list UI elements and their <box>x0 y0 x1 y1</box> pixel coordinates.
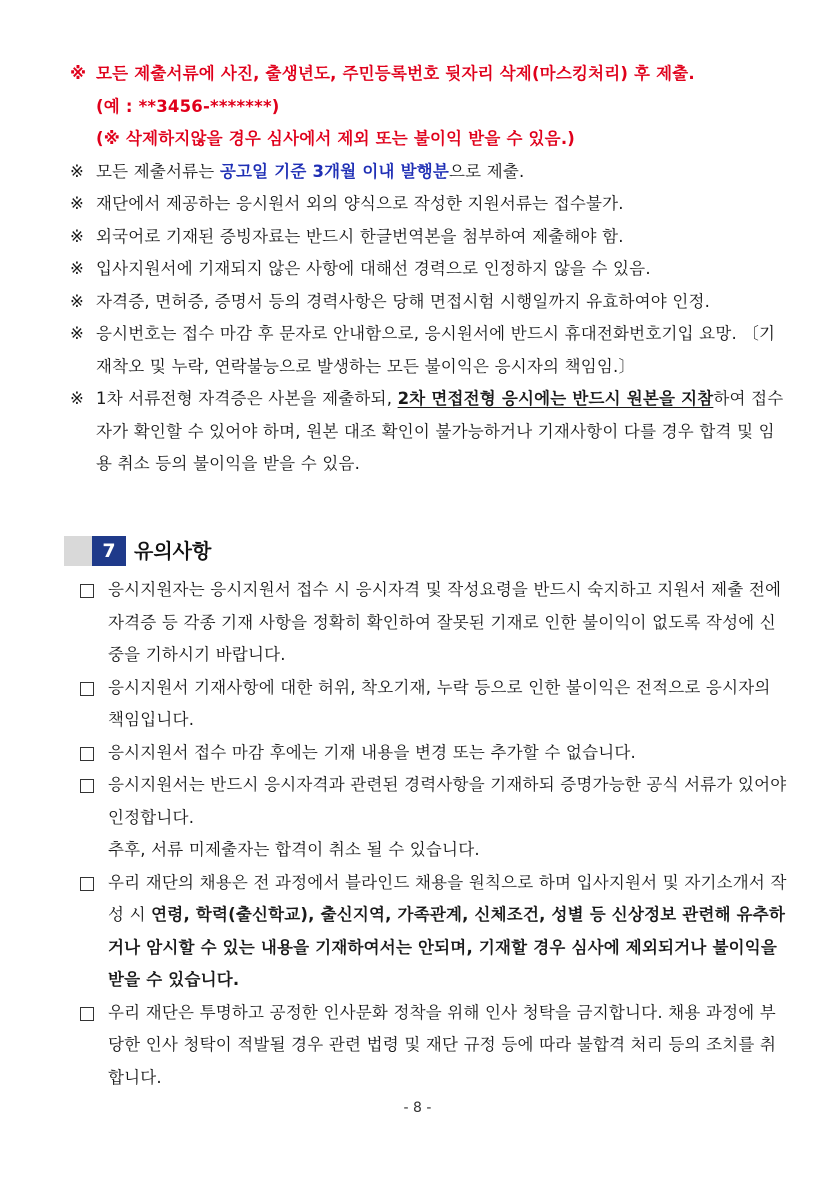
caution-text: 우리 재단은 투명하고 공정한 인사문화 정착을 위해 인사 청탁을 금지합니다. 채용 과정에 부당한 인사 청탁이 적발될 경우 관련 법령 및 재단 규정 등에 따라 불합격 처리 등의 조치를 취합니다. <box>108 1002 777 1087</box>
note-highlight: 공고일 기준 3개월 이내 발행분 <box>219 161 450 181</box>
note-text: 1차 서류전형 자격증은 사본을 제출하되, <box>96 389 398 408</box>
note-validity <box>70 286 790 319</box>
note-text: 모든 제출서류는 <box>96 161 220 181</box>
caution-text: 우리 재단의 채용은 전 과정에서 블라인드 채용을 원칙으로 하며 입사지원서 및 자기소개서 작성 시 <box>108 872 787 924</box>
note-translation <box>70 221 790 254</box>
reference-mark: ※ <box>70 161 85 181</box>
section-title: 유의사항 <box>134 539 212 563</box>
section-number: 7 <box>92 536 126 566</box>
note-text: 재단에서 제공하는 응시원서 외의 양식으로 작성한 지원서류는 접수불가. <box>96 194 624 213</box>
checkbox-bullet-icon <box>80 877 94 891</box>
note-text: 외국어로 기재된 증빙자료는 반드시 한글번역본을 첨부하여 제출해야 함. <box>96 226 624 246</box>
caution-item-read <box>78 574 788 672</box>
note-highlight: 2차 면접전형 응시에는 반드시 원본을 지참 <box>397 389 714 408</box>
checkbox-bullet-icon <box>80 682 94 696</box>
note-masking <box>70 58 790 156</box>
caution-item-blind <box>78 867 788 997</box>
caution-extra-text: 추후, 서류 미제출자는 합격이 취소 될 수 있습니다. <box>108 840 480 859</box>
note-text: 자격증, 면허증, 증명서 등의 경력사항은 당해 면접시험 시행일까지 유효하여야 인정. <box>96 291 711 311</box>
reference-mark: ※ <box>70 259 85 278</box>
caution-text: 응시지원서는 반드시 응시자격과 관련된 경력사항을 기재하되 증명가능한 공식 서류가 있어야 인정합니다. <box>108 775 787 827</box>
reference-mark: ※ <box>70 324 85 343</box>
checkbox-bullet-icon <box>80 584 94 598</box>
caution-item-proof <box>78 769 788 867</box>
caution-text: 응시지원서 기재사항에 대한 허위, 착오기재, 누락 등으로 인한 불이익은 전적으로 응시자의 책임입니다. <box>108 677 771 729</box>
caution-item-false <box>78 672 788 737</box>
checkbox-bullet-icon <box>80 779 94 793</box>
note-text: 으로 제출. <box>449 161 525 181</box>
note-original <box>70 383 790 481</box>
notes-block <box>70 58 790 481</box>
reference-mark: ※ <box>70 194 85 213</box>
reference-mark: ※ <box>70 226 85 246</box>
note-masking-line-3: (※ 삭제하지않을 경우 심사에서 제외 또는 불이익 받을 수 있음.) <box>96 129 576 148</box>
reference-mark: ※ <box>70 291 85 311</box>
reference-mark: ※ <box>70 64 87 83</box>
note-masking-line-1: 모든 제출서류에 사진, 출생년도, 주민등록번호 뒷자리 삭제(마스킹처리) 후 제출. <box>96 64 695 83</box>
note-issue-date <box>70 156 790 189</box>
section-heading <box>64 536 784 566</box>
note-masking-line-2: (예 : **3456-*******) <box>96 96 280 116</box>
reference-mark: ※ <box>70 389 85 408</box>
note-career <box>70 253 790 286</box>
checkbox-bullet-icon <box>80 747 94 761</box>
caution-bold-text: 연령, 학력(출신학교), 출신지역, 가족관계, 신체조건, 성별 등 신상정보 관련해 유추하거나 암시할 수 있는 내용을 기재하여서는 안되며, 기재할 경우 심사에 제외되거나 불이익을 받을 수 있습니다. <box>108 905 786 989</box>
caution-item-solicit <box>78 997 788 1095</box>
page-number: - 8 - <box>403 1100 432 1116</box>
section-heading-bar <box>64 536 92 566</box>
checkbox-bullet-icon <box>80 1007 94 1021</box>
caution-item-change <box>78 737 788 770</box>
note-form <box>70 188 790 221</box>
note-text: 응시번호는 접수 마감 후 문자로 안내함으로, 응시원서에 반드시 휴대전화번호기입 요망. 〔기재착오 및 누락, 연락불능으로 발생하는 모든 불이익은 응시자의 책임임.〕 <box>96 324 776 376</box>
note-text: 입사지원서에 기재되지 않은 사항에 대해선 경력으로 인정하지 않을 수 있음. <box>96 259 651 278</box>
note-text: 하여 접수자가 확인할 수 있어야 하며, 원본 대조 확인이 불가능하거나 기재사항이 다를 경우 합격 및 임용 취소 등의 불이익을 받을 수 있음. <box>96 389 784 473</box>
note-number <box>70 318 790 383</box>
caution-text: 응시지원자는 응시지원서 접수 시 응시자격 및 작성요령을 반드시 숙지하고 지원서 제출 전에 자격증 등 각종 기재 사항을 정확히 확인하여 잘못된 기재로 인한 불이익이 없도록 작성에 신중을 기하시기 바랍니다. <box>108 580 782 664</box>
caution-text: 응시지원서 접수 마감 후에는 기재 내용을 변경 또는 추가할 수 없습니다. <box>108 742 636 762</box>
caution-list <box>78 574 788 1094</box>
